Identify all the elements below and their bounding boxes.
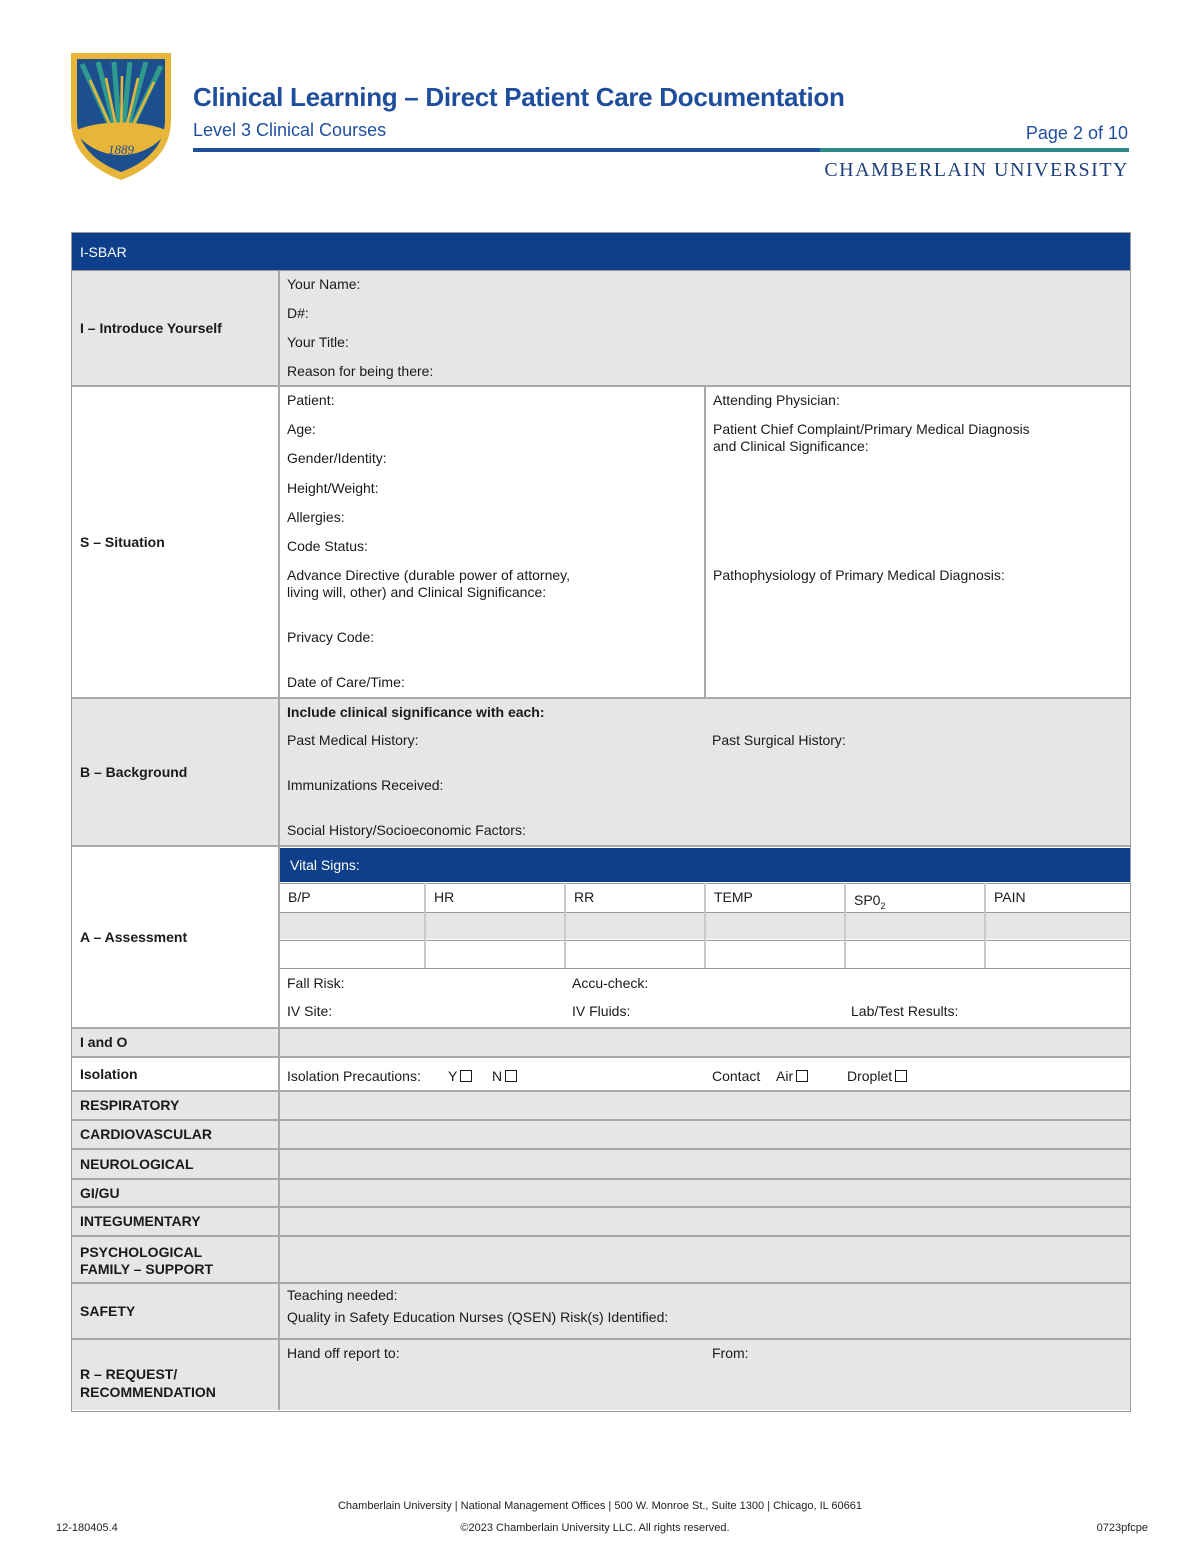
vital-input-rr-1[interactable] xyxy=(566,913,704,939)
university-seal-logo xyxy=(68,50,174,182)
header-rule-blue xyxy=(193,148,820,152)
vital-input-bp-2[interactable] xyxy=(280,941,424,968)
vital-input-spo2-1[interactable] xyxy=(846,913,984,939)
chief-complaint-label-1: Patient Chief Complaint/Primary Medical Diagnosis xyxy=(713,421,1030,437)
situation-left[interactable] xyxy=(280,387,704,697)
situation-label: S – Situation xyxy=(72,387,278,697)
vital-input-hr-2[interactable] xyxy=(426,941,564,968)
air-checkbox[interactable] xyxy=(796,1070,808,1082)
vital-spo2-header: $SP0_2$ xyxy=(846,884,984,911)
droplet-checkbox[interactable] xyxy=(895,1070,907,1082)
vital-input-pain-1[interactable] xyxy=(986,913,1130,939)
integumentary-field[interactable] xyxy=(280,1208,1130,1235)
pathophysiology-label: Pathophysiology of Primary Medical Diagnosis: xyxy=(713,567,1005,583)
isolation-precautions-label: Isolation Precautions: xyxy=(287,1068,421,1084)
respiratory-field[interactable] xyxy=(280,1092,1130,1119)
cardiovascular-field[interactable] xyxy=(280,1121,1130,1148)
from-label: From: xyxy=(712,1345,749,1361)
vital-input-rr-2[interactable] xyxy=(566,941,704,968)
seal-year: 1889 xyxy=(108,142,134,157)
cardiovascular-label: CARDIOVASCULAR xyxy=(72,1121,278,1148)
background-fields[interactable] xyxy=(280,699,1130,845)
vital-input-bp-1[interactable] xyxy=(280,913,424,939)
isolation-no-checkbox[interactable] xyxy=(505,1070,517,1082)
iv-site-label: IV Site: xyxy=(287,1003,333,1019)
droplet-option[interactable]: Droplet xyxy=(847,1068,907,1085)
integumentary-label: INTEGUMENTARY xyxy=(72,1208,278,1235)
handoff-label: Hand off report to: xyxy=(287,1345,400,1361)
i-and-o-field[interactable] xyxy=(280,1029,1130,1056)
background-label: B – Background xyxy=(72,699,278,845)
form-title-bar xyxy=(72,233,1130,270)
form-title: I-SBAR xyxy=(80,244,127,260)
i-and-o-label: I and O xyxy=(72,1029,278,1056)
contact-label: Contact xyxy=(712,1068,761,1084)
situation-right[interactable] xyxy=(706,387,1130,697)
header-rule-teal xyxy=(820,148,1129,152)
vital-signs-title: Vital Signs: xyxy=(290,857,360,873)
vital-input-temp-1[interactable] xyxy=(706,913,844,939)
vital-signs-header xyxy=(280,848,1130,882)
privacy-code-label: Privacy Code: xyxy=(287,629,375,645)
social-history-label: Social History/Socioeconomic Factors: xyxy=(287,822,526,838)
vital-bp-header: B/P xyxy=(280,884,424,911)
code-status-label: Code Status: xyxy=(287,538,368,554)
your-title-label: Your Title: xyxy=(287,334,349,350)
age-label: Age: xyxy=(287,421,316,437)
vital-input-pain-2[interactable] xyxy=(986,941,1130,968)
assessment-label: A – Assessment xyxy=(72,847,278,1027)
neurological-field[interactable] xyxy=(280,1150,1130,1178)
request-fields[interactable] xyxy=(280,1340,1130,1410)
isolation-yes-checkbox[interactable] xyxy=(460,1070,472,1082)
advance-directive-label-1: Advance Directive (durable power of attorney, xyxy=(287,567,570,583)
your-name-label: Your Name: xyxy=(287,276,361,292)
footer-doc-id: 12-180405.4 xyxy=(56,1522,118,1534)
document-title: Clinical Learning – Direct Patient Care Documentation xyxy=(193,82,845,112)
iv-fluids-label: IV Fluids: xyxy=(572,1003,631,1019)
document-subtitle: Level 3 Clinical Courses xyxy=(193,120,387,140)
footer-code: 0723pfcpe xyxy=(1096,1522,1148,1534)
introduce-fields[interactable] xyxy=(280,271,1130,385)
vital-input-hr-1[interactable] xyxy=(426,913,564,939)
date-of-care-label: Date of Care/Time: xyxy=(287,674,405,690)
neurological-label: NEUROLOGICAL xyxy=(72,1150,278,1178)
vital-pain-header: PAIN xyxy=(986,884,1130,911)
gender-label: Gender/Identity: xyxy=(287,450,387,466)
advance-directive-label-2: living will, other) and Clinical Significance: xyxy=(287,584,547,600)
isolation-no-option[interactable]: N xyxy=(492,1068,517,1085)
university-wordmark: CHAMBERLAIN UNIVERSITY xyxy=(824,159,1129,181)
height-weight-label: Height/Weight: xyxy=(287,480,379,496)
introduce-label: I – Introduce Yourself xyxy=(72,271,278,385)
past-surgical-history-label: Past Surgical History: xyxy=(712,732,846,748)
past-medical-history-label: Past Medical History: xyxy=(287,732,419,748)
air-option[interactable]: Air xyxy=(776,1068,808,1085)
page-number: Page 2 of 10 xyxy=(1025,123,1128,143)
allergies-label: Allergies: xyxy=(287,509,345,525)
respiratory-label: RESPIRATORY xyxy=(72,1092,278,1119)
vital-input-spo2-2[interactable] xyxy=(846,941,984,968)
assessment-extra-fields[interactable] xyxy=(280,970,1130,1027)
patient-label: Patient: xyxy=(287,392,335,408)
background-instruction: Include clinical significance with each: xyxy=(287,704,545,720)
vital-input-temp-2[interactable] xyxy=(706,941,844,968)
vital-temp-header: TEMP xyxy=(706,884,844,911)
d-number-label: D#: xyxy=(287,305,309,321)
request-label: R – REQUEST/ RECOMMENDATION xyxy=(72,1340,278,1410)
attending-physician-label: Attending Physician: xyxy=(713,392,840,408)
vital-rr-header: RR xyxy=(566,884,704,911)
fall-risk-label: Fall Risk: xyxy=(287,975,345,991)
teaching-needed-label: Teaching needed: xyxy=(287,1287,398,1303)
lab-results-label: Lab/Test Results: xyxy=(851,1003,959,1019)
gigu-field[interactable] xyxy=(280,1180,1130,1206)
qsen-risks-label: Quality in Safety Education Nurses (QSEN) Risk(s) Identified: xyxy=(287,1309,669,1325)
gigu-label: GI/GU xyxy=(72,1180,278,1206)
isolation-fields xyxy=(280,1058,1130,1090)
reason-label: Reason for being there: xyxy=(287,363,434,379)
isolation-yes-option[interactable]: Y xyxy=(448,1068,472,1085)
immunizations-label: Immunizations Received: xyxy=(287,777,444,793)
chief-complaint-label-2: and Clinical Significance: xyxy=(713,438,869,454)
vital-hr-header: HR xyxy=(426,884,564,911)
isolation-label: Isolation xyxy=(72,1058,278,1090)
footer-address: Chamberlain University | National Management Offices | 500 W. Monroe St., Suite 1300 | Chicago, IL 60661 xyxy=(337,1500,862,1512)
psychological-field[interactable] xyxy=(280,1237,1130,1282)
psychological-label: PSYCHOLOGICAL FAMILY – SUPPORT xyxy=(72,1237,278,1282)
safety-label: SAFETY xyxy=(72,1284,278,1338)
accu-check-label: Accu-check: xyxy=(572,975,649,991)
safety-fields[interactable] xyxy=(280,1284,1130,1338)
footer-copyright: ©2023 Chamberlain University LLC. All rights reserved. xyxy=(460,1522,730,1534)
